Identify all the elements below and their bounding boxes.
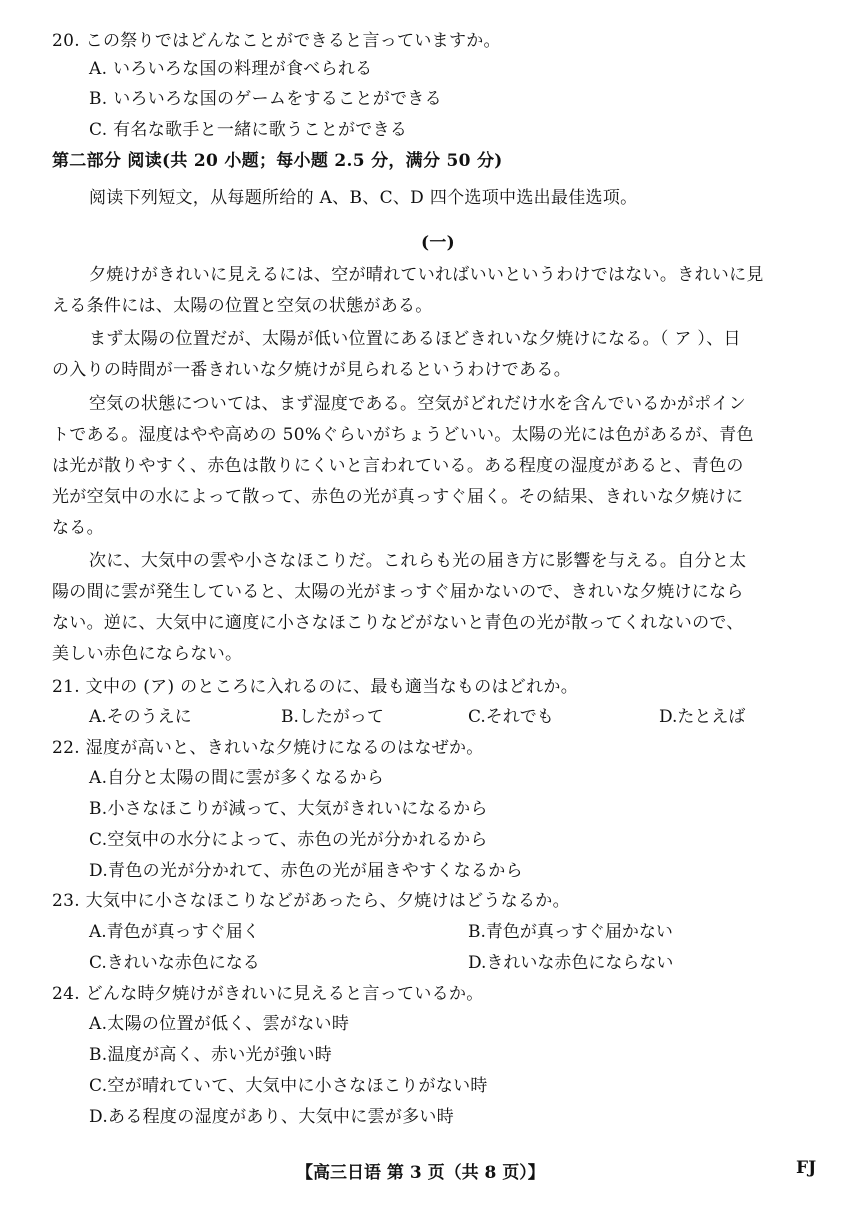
q20-option-b: B. いろいろな国のゲームをすることができる xyxy=(89,89,442,109)
q20-option-a: A. いろいろな国の料理が食べられる xyxy=(89,59,373,79)
q22-stem: 22. 湿度が高いと、きれいな夕焼けになるのはなぜか。 xyxy=(52,738,484,758)
section2-heading: 第二部分 阅读(共 20 小题；每小题 2.5 分，满分 50 分) xyxy=(52,151,503,171)
section2-instruction: 阅读下列短文，从每题所给的 A、B、C、D 四个选项中选出最佳选项。 xyxy=(89,188,638,208)
q22-option-a: A.自分と太陽の間に雲が多くなるから xyxy=(89,768,385,788)
passage-line: の入りの時間が一番きれいな夕焼けが見られるというわけである。 xyxy=(52,360,571,380)
q22-option-c: C.空気中の水分によって、赤色の光が分かれるから xyxy=(89,830,488,850)
passage-number: (一) xyxy=(421,233,455,253)
q21-option-a: A.そのうえに xyxy=(89,707,192,727)
q23-stem: 23. 大気中に小さなほこりなどがあったら、夕焼けはどうなるか。 xyxy=(52,891,570,911)
passage-line: 陽の間に雲が発生していると、太陽の光がまっすぐ届かないので、きれいな夕焼けになら xyxy=(52,582,744,602)
passage-line: 空気の状態については、まず湿度である。空気がどれだけ水を含んでいるかがポイン xyxy=(89,394,747,414)
passage-line: 次に、大気中の雲や小さなほこりだ。これらも光の届き方に影響を与える。自分と太 xyxy=(89,551,747,571)
q20-option-c: C. 有名な歌手と一緒に歌うことができる xyxy=(89,120,408,140)
q23-option-c: C.きれいな赤色になる xyxy=(89,953,260,973)
passage-line: える条件には、太陽の位置と空気の状態がある。 xyxy=(52,296,433,316)
q22-option-d: D.青色の光が分かれて、赤色の光が届きやすくなるから xyxy=(89,861,523,881)
q21-option-d: D.たとえば xyxy=(659,707,746,727)
q21-stem: 21. 文中の (ア) のところに入れるのに、最も適当なものはどれか。 xyxy=(52,677,579,697)
passage-line: ない。逆に、大気中に適度に小さなほこりなどがないと青色の光が散ってくれないので、 xyxy=(52,613,744,633)
passage-line: 美しい赤色にならない。 xyxy=(52,644,243,664)
footer-code: FJ xyxy=(796,1158,817,1178)
q21-option-c: C.それでも xyxy=(468,707,554,727)
passage-line: 夕焼けがきれいに見えるには、空が晴れていればいいというわけではない。きれいに見 xyxy=(89,265,764,285)
q24-stem: 24. どんな時夕焼けがきれいに見えると言っているか。 xyxy=(52,984,484,1004)
q24-option-d: D.ある程度の湿度があり、大気中に雲が多い時 xyxy=(89,1107,455,1127)
passage-line: なる。 xyxy=(52,518,104,538)
q23-option-a: A.青色が真っすぐ届く xyxy=(89,922,260,942)
q23-option-d: D.きれいな赤色にならない xyxy=(468,953,674,973)
passage-line: は光が散りやすく、赤色は散りにくいと言われている。ある程度の湿度があると、青色の xyxy=(52,456,744,476)
footer-page-label: 【高三日语 第 3 页（共 8 页）】 xyxy=(296,1163,545,1183)
q20-stem: 20. この祭りではどんなことができると言っていますか。 xyxy=(52,31,501,51)
q24-option-c: C.空が晴れていて、大気中に小さなほこりがない時 xyxy=(89,1076,488,1096)
passage-line: まず太陽の位置だが、太陽が低い位置にあるほどきれいな夕焼けになる。（ ア ）、日 xyxy=(89,329,741,349)
passage-line: トである。湿度はやや高めの 50%ぐらいがちょうどいい。太陽の光には色があるが、青色 xyxy=(52,425,754,445)
q24-option-a: A.太陽の位置が低く、雲がない時 xyxy=(89,1014,350,1034)
q22-option-b: B.小さなほこりが減って、大気がきれいになるから xyxy=(89,799,488,819)
q23-option-b: B.青色が真っすぐ届かない xyxy=(468,922,673,942)
q24-option-b: B.温度が高く、赤い光が強い時 xyxy=(89,1045,333,1065)
q21-option-b: B.したがって xyxy=(281,707,384,727)
passage-line: 光が空気中の水によって散って、赤色の光が真っすぐ届く。その結果、きれいな夕焼けに xyxy=(52,487,744,507)
